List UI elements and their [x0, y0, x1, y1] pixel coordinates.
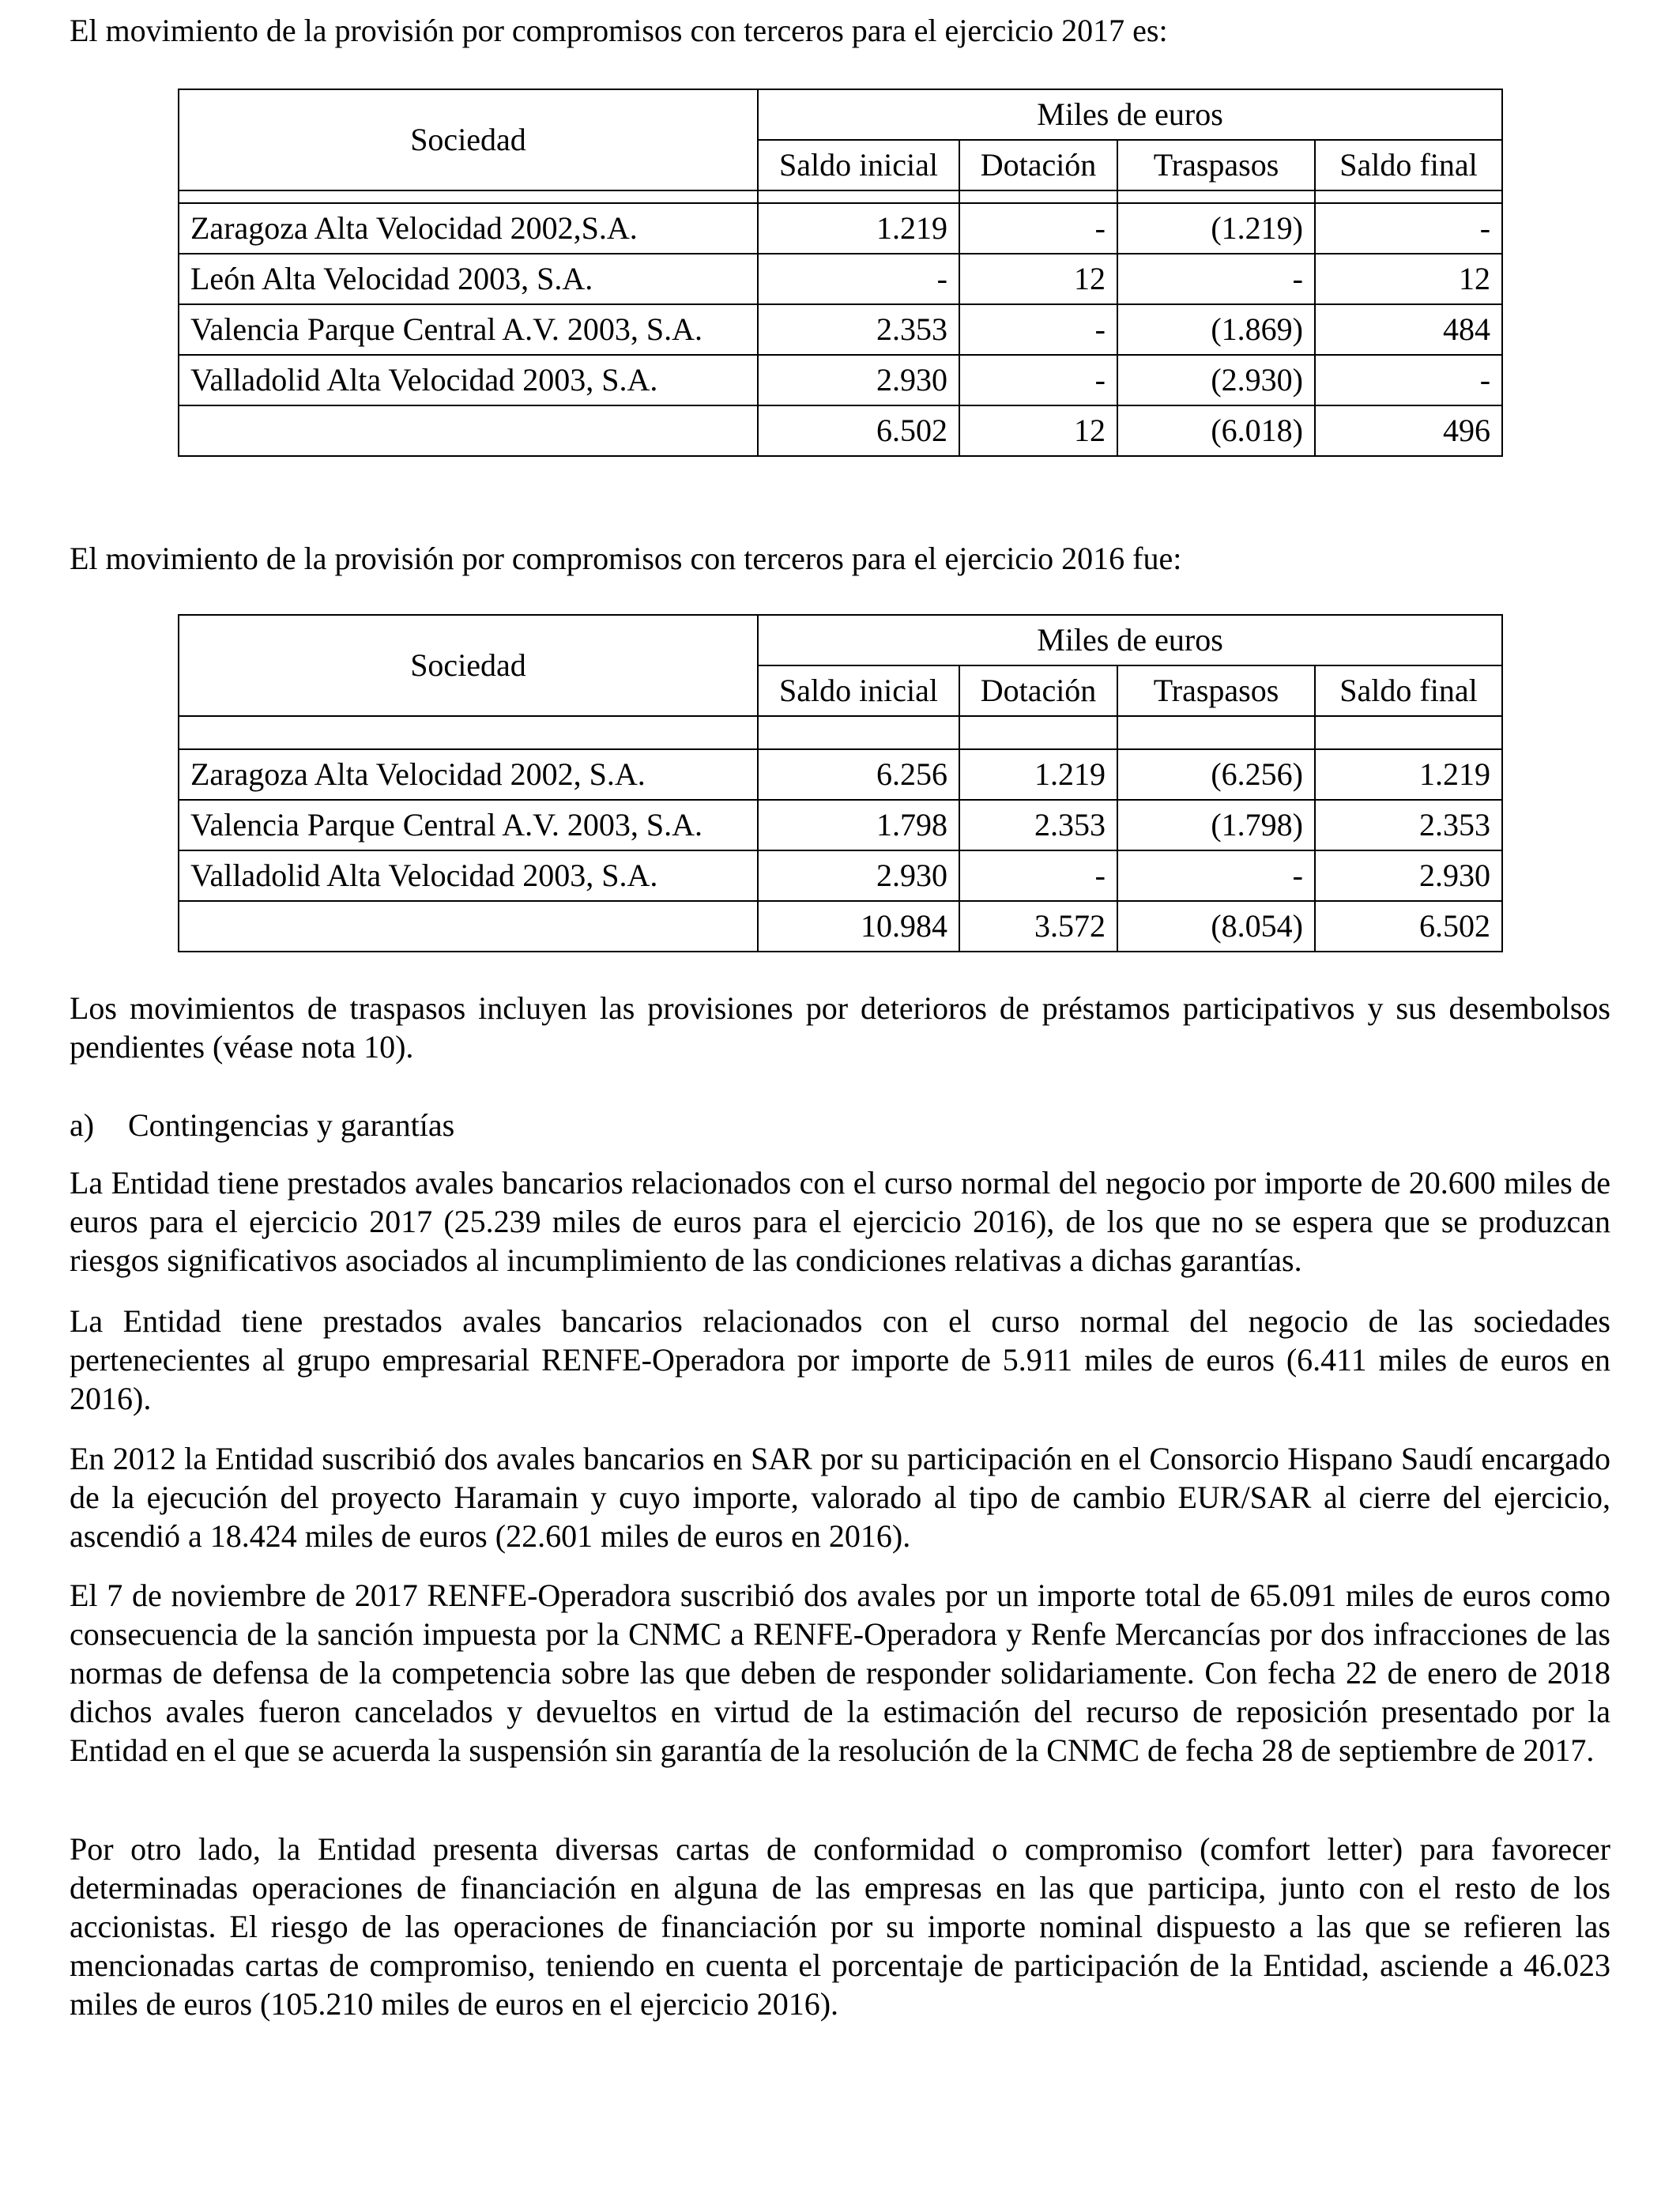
cell-saldo-final: 2.353	[1315, 800, 1502, 850]
total-saldo-inicial: 10.984	[758, 901, 959, 952]
total-row	[179, 405, 1502, 456]
cell-saldo-final: -	[1315, 203, 1502, 254]
header-miles-de-euros: Miles de euros	[758, 89, 1502, 140]
cell-dotacion: -	[959, 355, 1117, 405]
header-miles-de-euros: Miles de euros	[758, 615, 1502, 665]
cell-traspasos: (1.798)	[1117, 800, 1315, 850]
provision-table-2017	[178, 89, 1503, 457]
total-dotacion: 12	[959, 405, 1117, 456]
cell-saldo-final: 2.930	[1315, 850, 1502, 901]
total-traspasos: (6.018)	[1117, 405, 1315, 456]
header-saldo-final: Saldo final	[1315, 140, 1502, 190]
row-society: León Alta Velocidad 2003, S.A.	[179, 254, 758, 304]
cell-saldo-final: -	[1315, 355, 1502, 405]
cell-traspasos: (6.256)	[1117, 749, 1315, 800]
cell-saldo-inicial: 1.219	[758, 203, 959, 254]
section-a-label: a)	[70, 1107, 95, 1143]
table-row	[179, 254, 1502, 304]
cell-saldo-inicial: 2.930	[758, 850, 959, 901]
header-sociedad: Sociedad	[179, 615, 758, 716]
provision-table-2016	[178, 614, 1503, 952]
header-dotacion: Dotación	[959, 665, 1117, 716]
cell-traspasos: (1.869)	[1117, 304, 1315, 355]
intro-2016: El movimiento de la provisión por compromisos con terceros para el ejercicio 2016 fue:	[70, 541, 1182, 576]
total-saldo-final: 6.502	[1315, 901, 1502, 952]
cell-dotacion: 12	[959, 254, 1117, 304]
cell-saldo-inicial: 1.798	[758, 800, 959, 850]
header-saldo-final: Saldo final	[1315, 665, 1502, 716]
table-row	[179, 800, 1502, 850]
cell-saldo-inicial: 2.353	[758, 304, 959, 355]
header-saldo-inicial: Saldo inicial	[758, 665, 959, 716]
paragraph-avales-grupo: La Entidad tiene prestados avales bancarios relacionados con el curso normal del negocio de las sociedades pertenecientes al grupo empresarial RENFE-Operadora por importe de 5.911 miles de euros (6.411 miles de euros en 2016).	[70, 1303, 1610, 1416]
row-society: Valladolid Alta Velocidad 2003, S.A.	[179, 850, 758, 901]
table-row	[179, 304, 1502, 355]
paragraph-avales-cnmc: El 7 de noviembre de 2017 RENFE-Operadora suscribió dos avales por un importe total de 65.091 miles de euros como consecuencia de la sanción impuesta por la CNMC a RENFE-Operadora y Renfe Mercancías por dos infracciones de las normas de defensa de la competencia sobre las que deben de responder solidariamente. Con fecha 22 de enero de 2018 dichos avales fueron cancelados y devueltos en virtud de la estimación del recurso de reposición presentado por la Entidad en el que se acuerda la suspensión sin garantía de la resolución de la CNMC de fecha 28 de septiembre de 2017.	[70, 1578, 1610, 1768]
cell-traspasos: -	[1117, 850, 1315, 901]
table-row	[179, 203, 1502, 254]
paragraph-avales-negocio: La Entidad tiene prestados avales bancarios relacionados con el curso normal del negocio por importe de 20.600 miles de euros para el ejercicio 2017 (25.239 miles de euros para el ejercicio 2016), de los que no se espera que se produzcan riesgos significativos asociados al incumplimiento de las condiciones relativas a dichas garantías.	[70, 1165, 1610, 1278]
intro-2017: El movimiento de la provisión por compromisos con terceros para el ejercicio 2017 es:	[70, 13, 1168, 48]
total-traspasos: (8.054)	[1117, 901, 1315, 952]
row-society: Zaragoza Alta Velocidad 2002,S.A.	[179, 203, 758, 254]
paragraph-comfort-letter: Por otro lado, la Entidad presenta diversas cartas de conformidad o compromiso (comfort letter) para favorecer determinadas operaciones de financiación en alguna de las empresas en las que participa, junto con el resto de los accionistas. El riesgo de las operaciones de financiación por su importe nominal dispuesto a las que se refieren las mencionadas cartas de compromiso, teniendo en cuenta el porcentaje de participación de la Entidad, asciende a 46.023 miles de euros (105.210 miles de euros en el ejercicio 2016).	[70, 1831, 1610, 2022]
table-row	[179, 355, 1502, 405]
cell-traspasos: (2.930)	[1117, 355, 1315, 405]
paragraph-traspasos: Los movimientos de traspasos incluyen las provisiones por deterioros de préstamos participativos y sus desembolsos pendientes (véase nota 10).	[70, 990, 1610, 1065]
total-label	[179, 405, 758, 456]
cell-dotacion: 1.219	[959, 749, 1117, 800]
total-row	[179, 901, 1502, 952]
cell-saldo-final: 1.219	[1315, 749, 1502, 800]
cell-saldo-inicial: -	[758, 254, 959, 304]
table-row	[179, 749, 1502, 800]
row-society: Valencia Parque Central A.V. 2003, S.A.	[179, 304, 758, 355]
cell-traspasos: (1.219)	[1117, 203, 1315, 254]
row-society: Valladolid Alta Velocidad 2003, S.A.	[179, 355, 758, 405]
cell-dotacion: -	[959, 304, 1117, 355]
cell-traspasos: -	[1117, 254, 1315, 304]
header-sociedad: Sociedad	[179, 89, 758, 190]
section-a-title: Contingencias y garantías	[128, 1107, 455, 1143]
header-saldo-inicial: Saldo inicial	[758, 140, 959, 190]
cell-saldo-inicial: 6.256	[758, 749, 959, 800]
total-dotacion: 3.572	[959, 901, 1117, 952]
header-traspasos: Traspasos	[1117, 665, 1315, 716]
section-a-heading	[70, 1106, 454, 1144]
cell-dotacion: 2.353	[959, 800, 1117, 850]
total-label	[179, 901, 758, 952]
cell-dotacion: -	[959, 850, 1117, 901]
row-society: Zaragoza Alta Velocidad 2002, S.A.	[179, 749, 758, 800]
row-society: Valencia Parque Central A.V. 2003, S.A.	[179, 800, 758, 850]
cell-dotacion: -	[959, 203, 1117, 254]
cell-saldo-final: 484	[1315, 304, 1502, 355]
header-traspasos: Traspasos	[1117, 140, 1315, 190]
header-dotacion: Dotación	[959, 140, 1117, 190]
paragraph-avales-sar: En 2012 la Entidad suscribió dos avales bancarios en SAR por su participación en el Consorcio Hispano Saudí encargado de la ejecución del proyecto Haramain y cuyo importe, valorado al tipo de cambio EUR/SAR al cierre del ejercicio, ascendió a 18.424 miles de euros (22.601 miles de euros en 2016).	[70, 1441, 1610, 1554]
total-saldo-inicial: 6.502	[758, 405, 959, 456]
cell-saldo-inicial: 2.930	[758, 355, 959, 405]
total-saldo-final: 496	[1315, 405, 1502, 456]
table-row	[179, 850, 1502, 901]
cell-saldo-final: 12	[1315, 254, 1502, 304]
